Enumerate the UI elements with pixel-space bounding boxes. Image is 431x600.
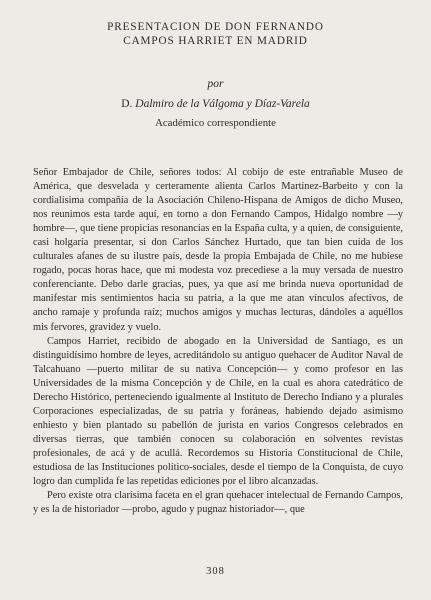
article-title [0,20,431,48]
body-text [33,166,403,517]
author-name: Dalmiro de la Válgoma y Díaz-Varela [135,98,310,110]
paragraph-3: Pero existe otra clarísima faceta en el gran quehacer intelectual de Fernando Campos, y es la de historiador —probo, agudo y pugnaz historiador—, que [33,490,403,516]
byline: por [207,78,224,90]
author-prefix: D. [121,98,133,110]
title-line-2: CAMPOS HARRIET EN MADRID [123,35,308,47]
author [0,98,431,110]
paragraph-1: Señor Embajador de Chile, señores todos: Al cobijo de este entrañable Museo de América, que desvelada y certeramente alienta Carlos Martínez-Barbeito y con la cordialísima compañía de la Asociación Chileno-Hispana de Amigos de dicho Museo, nos reunimos esta tarde aquí, en torno a don Fernando Campos, Hidalgo nombre —y hombre—, que tiene propicias resonancias en la España culta, y a quien, de consiguiente, casi holgaría presentar, si don Carlos Sánchez Hurtado, que tan bien cuida de los culturales afanes de su ilustre país, desde la propia Embajada de Chile, no me hubiese rogado, pocas horas hace, que mi modesta voz precediese a la muy versada de nuestro conferenciante. Debo darle gracias, pues, ya que así me brinda nueva oportunidad de manifestar mis sentimientos hacia su patria, a la que me atan vínculos afectivos, de ancho ramaje y profunda raíz; muchos amigos y muchas lecturas, dándoles a aquéllos mis fervores, gravidez y vuelo. [33,167,403,333]
paragraph-2: Campos Harriet, recibido de abogado en la Universidad de Santiago, es un distinguidísimo hombre de leyes, acreditándolo su antiguo quehacer de Auditor Naval de Talcahuano —puerto militar de su nativa Concepción— y como profesor en las Universidades de la misma Concepción y de Chile, en la cual es ahora catedrático de Derecho Histórico, perteneciendo igualmente al Instituto de Derecho Indiano y a plurales Corporaciones especializadas, de su patria y foráneas, habiendo dejado asimismo enhiesto y bien plantado su pabellón de jurista en varios Congresos celebrados en diversas tierras, que también conocen su colaboración en solventes revistas profesionales, de acá y de acullá. Recordemos su Historia Constitucional de Chile, estudiosa de las Instituciones político-sociales, desde el tiempo de la Conquista, de cuyo logro dan cumplida fe las repetidas ediciones por el libro alcanzadas. [33,335,403,488]
author-affiliation: Académico correspondiente [155,117,276,129]
page-number: 308 [206,566,225,577]
title-line-1: PRESENTACION DE DON FERNANDO [107,21,324,33]
